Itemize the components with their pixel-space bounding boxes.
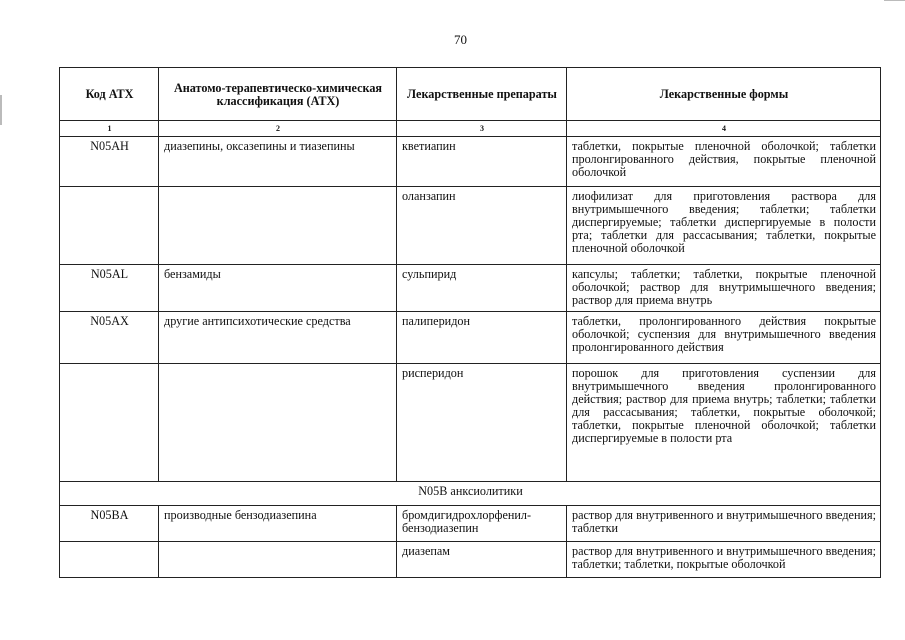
forms-cell: таблетки, покрытые пленочной оболочкой; таблетки пролонгированного действия, покрытые пленочной оболочкой [567,137,881,187]
forms-cell: таблетки, пролонгированного действия покрытые оболочкой; суспензия для внутримышечного введения пролонгированного действия [567,312,881,364]
atx-code [60,542,159,578]
table-row [60,137,881,187]
forms-cell: раствор для внутривенного и внутримышечного введения; таблетки [567,506,881,542]
drug-cell: бромдигидрохлорфенил-бензодиазепин [397,506,567,542]
group-header-row [60,482,881,506]
atx-code: N05BA [60,506,159,542]
table-row [60,187,881,265]
header-row [60,68,881,121]
table-row [60,265,881,312]
drug-cell: кветиапин [397,137,567,187]
page-number: 70 [454,32,467,47]
atx-code [60,364,159,482]
classification-cell: диазепины, оксазепины и тиазепины [159,137,397,187]
classification-cell: бензамиды [159,265,397,312]
table-row [60,542,881,578]
drug-cell: сульпирид [397,265,567,312]
classification-cell [159,364,397,482]
scan-mark [0,95,2,125]
atx-table [59,67,881,578]
atx-code: N05AL [60,265,159,312]
forms-cell: порошок для приготовления суспензии для внутримышечного введения пролонгированного действия; раствор для приема внутрь; таблетки; таблетки для рассасывания; таблетки, покрытые оболочкой; таблетки, покрытые пленочной оболочкой; таблетки диспергируемые в полости рта [567,364,881,482]
header-forms: Лекарственные формы [567,68,881,121]
column-number: 4 [567,121,881,137]
group-header: N05B анксиолитики [60,482,881,506]
table-row [60,312,881,364]
column-number-row [60,121,881,137]
column-number: 1 [60,121,159,137]
drug-cell: рисперидон [397,364,567,482]
drug-cell: диазепам [397,542,567,578]
drug-cell: оланзапин [397,187,567,265]
atx-code: N05AH [60,137,159,187]
classification-cell [159,542,397,578]
header-code: Код АТХ [60,68,159,121]
column-number: 3 [397,121,567,137]
forms-cell: лиофилизат для приготовления раствора для внутримышечного введения; таблетки; таблетки диспергируемые; таблетки диспергируемые в полости рта; таблетки для рассасывания; таблетки, покрытые пленочной оболочкой [567,187,881,265]
column-number: 2 [159,121,397,137]
forms-cell: раствор для внутривенного и внутримышечного введения; таблетки; таблетки, покрытые оболочкой [567,542,881,578]
classification-cell [159,187,397,265]
forms-cell: капсулы; таблетки; таблетки, покрытые пленочной оболочкой; раствор для внутримышечного введения; раствор для приема внутрь [567,265,881,312]
atx-code: N05AX [60,312,159,364]
atx-code [60,187,159,265]
classification-cell: производные бензодиазепина [159,506,397,542]
drug-cell: палиперидон [397,312,567,364]
table-row [60,364,881,482]
header-drugs: Лекарственные препараты [397,68,567,121]
classification-cell: другие антипсихотические средства [159,312,397,364]
table-row [60,506,881,542]
header-classification: Анатомо-терапевтическо-химическая классификация (АТХ) [159,68,397,121]
scan-mark [884,0,905,1]
